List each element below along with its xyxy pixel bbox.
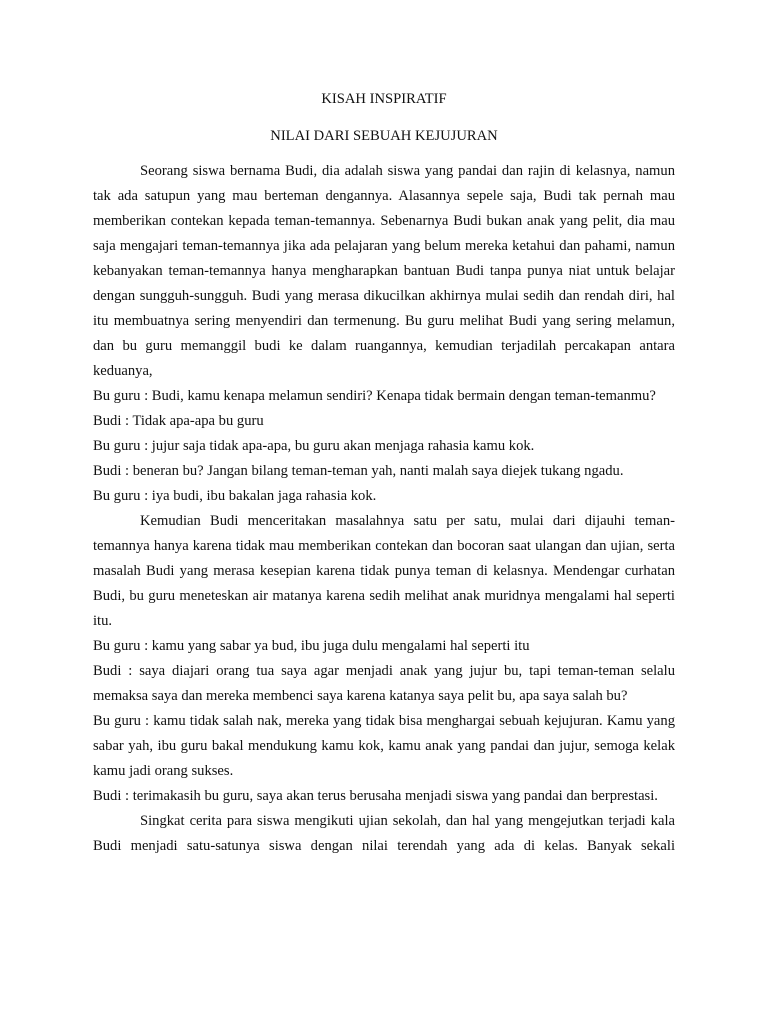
story-paragraph: Budi : beneran bu? Jangan bilang teman-teman yah, nanti malah saya diejek tukang ngadu. (93, 463, 624, 479)
story-paragraph: Budi : terimakasih bu guru, saya akan terus berusaha menjadi siswa yang pandai dan berprestasi. (93, 788, 658, 804)
story-paragraph: Budi : Tidak apa-apa bu guru (93, 413, 264, 429)
story-paragraph: Bu guru : iya budi, ibu bakalan jaga rahasia kok. (93, 488, 377, 504)
story-paragraph: Kemudian Budi menceritakan masalahnya satu per satu, mulai dari dijauhi teman-temannya hanya karena tidak mau memberikan contekan dan bocoran saat ulangan dan ujian, serta masalah Budi yang merasa kesepian karena tidak punya teman di kelasnya. Mendengar curhatan Budi, bu guru meneteskan air matanya karena sedih melihat anak muridnya mengalami hal seperti itu. (93, 513, 675, 629)
document-title: KISAH INSPIRATIF (321, 91, 447, 107)
document-subtitle: NILAI DARI SEBUAH KEJUJURAN (270, 128, 498, 144)
story-paragraph: Seorang siswa bernama Budi, dia adalah siswa yang pandai dan rajin di kelasnya, namun tak ada satupun yang mau berteman dengannya. Alasannya sepele saja, Budi tak pernah mau memberikan contekan kepada teman-temannya. Sebenarnya Budi bukan anak yang pelit, dia mau saja mengajari teman-temannya jika ada pelajaran yang belum mereka ketahui dan pahami, namun kebanyakan teman-temannya hanya mengharapkan bantuan Budi tanpa punya niat untuk belajar dengan sungguh-sungguh. Budi yang merasa dikucilkan akhirnya mulai sedih dan rendah diri, hal itu membuatnya sering menyendiri dan termenung. Bu guru melihat Budi yang sering melamun, dan bu guru memanggil budi ke dalam ruangannya, kemudian terjadilah percakapan antara keduanya, (93, 163, 675, 379)
story-paragraph: Bu guru : kamu tidak salah nak, mereka yang tidak bisa menghargai sebuah kejujuran. Kamu yang sabar yah, ibu guru bakal mendukung kamu kok, kamu anak yang pandai dan jujur, semoga kelak kamu jadi orang sukses. (93, 713, 675, 779)
story-paragraph: Singkat cerita para siswa mengikuti ujian sekolah, dan hal yang mengejutkan terjadi kala Budi menjadi satu-satunya siswa dengan nilai terendah yang ada di kelas. Banyak sekali (93, 813, 675, 854)
story-body (93, 159, 675, 859)
story-paragraph: Bu guru : Budi, kamu kenapa melamun sendiri? Kenapa tidak bermain dengan teman-temanmu? (93, 388, 656, 404)
story-paragraph: Bu guru : jujur saja tidak apa-apa, bu guru akan menjaga rahasia kamu kok. (93, 438, 535, 454)
story-paragraph: Bu guru : kamu yang sabar ya bud, ibu juga dulu mengalami hal seperti itu (93, 638, 530, 654)
document-content (93, 87, 675, 859)
story-paragraph: Budi : saya diajari orang tua saya agar menjadi anak yang jujur bu, tapi teman-teman selalu memaksa saya dan mereka membenci saya karena katanya saya pelit bu, apa saya salah bu? (93, 663, 675, 704)
